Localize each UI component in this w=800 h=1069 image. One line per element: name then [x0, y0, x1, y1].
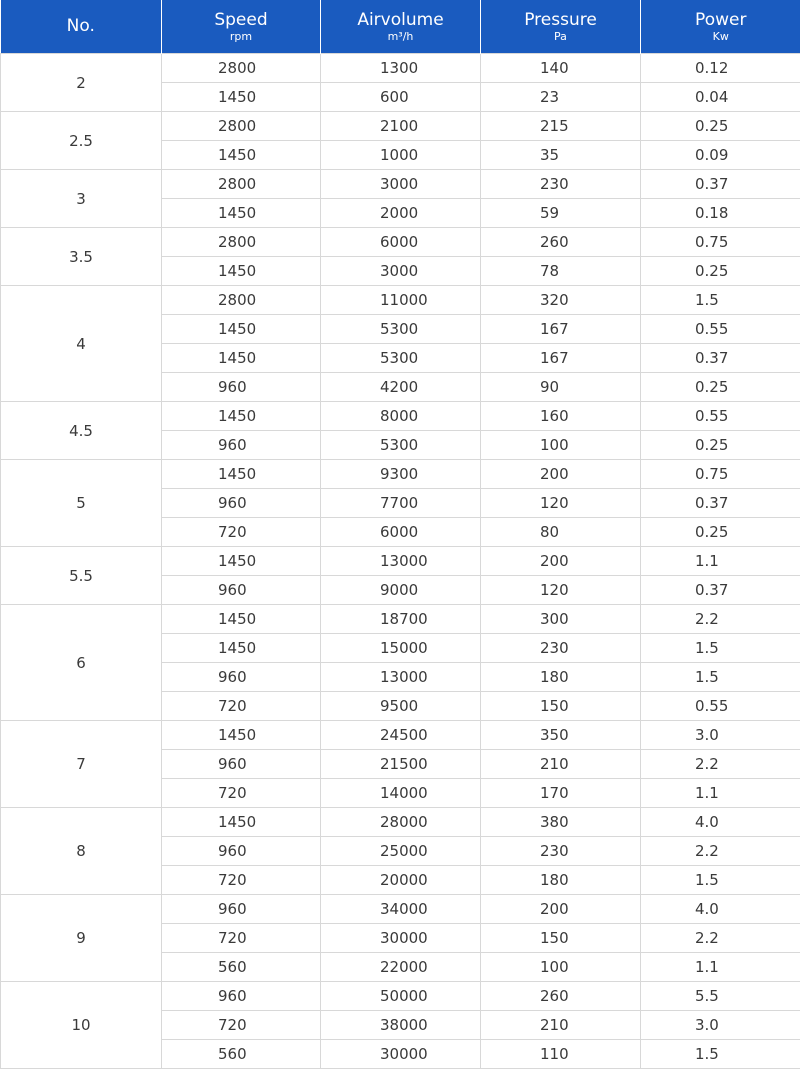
power-cell: 0.55 — [641, 692, 800, 721]
pressure-cell: 167 — [481, 315, 641, 344]
pressure-cell: 120 — [481, 489, 641, 518]
speed-cell: 2800 — [162, 170, 321, 199]
speed-cell: 1450 — [162, 460, 321, 489]
pressure-cell: 180 — [481, 866, 641, 895]
table-row — [1, 460, 800, 489]
airvolume-cell: 9500 — [321, 692, 481, 721]
speed-cell: 1450 — [162, 402, 321, 431]
table-row — [1, 170, 800, 199]
pressure-cell: 80 — [481, 518, 641, 547]
header-speed — [162, 0, 321, 54]
power-cell: 2.2 — [641, 837, 800, 866]
speed-cell: 1450 — [162, 344, 321, 373]
table-row — [1, 402, 800, 431]
power-cell: 0.25 — [641, 431, 800, 460]
pressure-cell: 160 — [481, 402, 641, 431]
airvolume-cell: 8000 — [321, 402, 481, 431]
header-pressure-label: Pressure — [524, 9, 597, 30]
power-cell: 2.2 — [641, 924, 800, 953]
airvolume-cell: 18700 — [321, 605, 481, 634]
model-number-cell: 7 — [1, 721, 162, 808]
speed-cell: 960 — [162, 837, 321, 866]
airvolume-cell: 6000 — [321, 228, 481, 257]
power-cell: 0.04 — [641, 83, 800, 112]
pressure-cell: 230 — [481, 170, 641, 199]
pressure-cell: 150 — [481, 692, 641, 721]
airvolume-cell: 25000 — [321, 837, 481, 866]
table-row — [1, 228, 800, 257]
header-airvolume-label: Airvolume — [357, 9, 444, 30]
speed-cell: 1450 — [162, 547, 321, 576]
table-row — [1, 54, 800, 83]
model-number-cell: 9 — [1, 895, 162, 982]
model-number-cell: 2 — [1, 54, 162, 112]
airvolume-cell: 2100 — [321, 112, 481, 141]
power-cell: 1.1 — [641, 953, 800, 982]
speed-cell: 1450 — [162, 257, 321, 286]
model-number-cell: 5.5 — [1, 547, 162, 605]
table-row — [1, 895, 800, 924]
model-number-cell: 10 — [1, 982, 162, 1069]
pressure-cell: 210 — [481, 750, 641, 779]
speed-cell: 720 — [162, 518, 321, 547]
power-cell: 2.2 — [641, 605, 800, 634]
pressure-cell: 59 — [481, 199, 641, 228]
airvolume-cell: 21500 — [321, 750, 481, 779]
pressure-cell: 210 — [481, 1011, 641, 1040]
speed-cell: 560 — [162, 953, 321, 982]
power-cell: 0.25 — [641, 112, 800, 141]
table-row — [1, 982, 800, 1011]
header-no-label: No. — [66, 16, 95, 36]
model-number-cell: 2.5 — [1, 112, 162, 170]
pressure-cell: 260 — [481, 982, 641, 1011]
header-power — [641, 0, 800, 54]
speed-cell: 1450 — [162, 634, 321, 663]
power-cell: 0.37 — [641, 576, 800, 605]
power-cell: 0.18 — [641, 199, 800, 228]
speed-cell: 1450 — [162, 605, 321, 634]
power-cell: 1.5 — [641, 663, 800, 692]
airvolume-cell: 9300 — [321, 460, 481, 489]
pressure-cell: 180 — [481, 663, 641, 692]
model-number-cell: 4.5 — [1, 402, 162, 460]
airvolume-cell: 9000 — [321, 576, 481, 605]
airvolume-cell: 1300 — [321, 54, 481, 83]
pressure-cell: 150 — [481, 924, 641, 953]
pressure-cell: 78 — [481, 257, 641, 286]
airvolume-cell: 28000 — [321, 808, 481, 837]
speed-cell: 2800 — [162, 286, 321, 315]
speed-cell: 720 — [162, 866, 321, 895]
model-number-cell: 8 — [1, 808, 162, 895]
power-cell: 0.37 — [641, 489, 800, 518]
header-speed-label: Speed — [214, 9, 268, 30]
pressure-cell: 260 — [481, 228, 641, 257]
model-number-cell: 3 — [1, 170, 162, 228]
model-number-cell: 5 — [1, 460, 162, 547]
airvolume-cell: 13000 — [321, 547, 481, 576]
table-row — [1, 286, 800, 315]
pressure-cell: 215 — [481, 112, 641, 141]
speed-cell: 2800 — [162, 54, 321, 83]
airvolume-cell: 15000 — [321, 634, 481, 663]
pressure-cell: 300 — [481, 605, 641, 634]
airvolume-cell: 3000 — [321, 257, 481, 286]
pressure-cell: 23 — [481, 83, 641, 112]
power-cell: 1.5 — [641, 866, 800, 895]
power-cell: 3.0 — [641, 1011, 800, 1040]
power-cell: 1.5 — [641, 286, 800, 315]
airvolume-cell: 2000 — [321, 199, 481, 228]
airvolume-cell: 5300 — [321, 315, 481, 344]
airvolume-cell: 11000 — [321, 286, 481, 315]
pressure-cell: 140 — [481, 54, 641, 83]
header-airvolume — [321, 0, 481, 54]
airvolume-cell: 600 — [321, 83, 481, 112]
header-airvolume-unit: m³/h — [387, 29, 414, 43]
speed-cell: 2800 — [162, 112, 321, 141]
power-cell: 0.75 — [641, 228, 800, 257]
pressure-cell: 200 — [481, 895, 641, 924]
speed-cell: 960 — [162, 750, 321, 779]
speed-cell: 1450 — [162, 141, 321, 170]
table-row — [1, 547, 800, 576]
power-cell: 4.0 — [641, 895, 800, 924]
speed-cell: 960 — [162, 895, 321, 924]
airvolume-cell: 14000 — [321, 779, 481, 808]
pressure-cell: 350 — [481, 721, 641, 750]
pressure-cell: 380 — [481, 808, 641, 837]
speed-cell: 960 — [162, 431, 321, 460]
pressure-cell: 167 — [481, 344, 641, 373]
airvolume-cell: 4200 — [321, 373, 481, 402]
power-cell: 0.25 — [641, 257, 800, 286]
airvolume-cell: 20000 — [321, 866, 481, 895]
pressure-cell: 170 — [481, 779, 641, 808]
pressure-cell: 35 — [481, 141, 641, 170]
pressure-cell: 200 — [481, 460, 641, 489]
power-cell: 3.0 — [641, 721, 800, 750]
airvolume-cell: 30000 — [321, 924, 481, 953]
speed-cell: 960 — [162, 576, 321, 605]
table-body — [1, 54, 800, 1069]
model-number-cell: 3.5 — [1, 228, 162, 286]
pressure-cell: 120 — [481, 576, 641, 605]
airvolume-cell: 30000 — [321, 1040, 481, 1069]
speed-cell: 960 — [162, 982, 321, 1011]
header-power-unit: Kw — [712, 29, 729, 43]
pressure-cell: 110 — [481, 1040, 641, 1069]
power-cell: 0.12 — [641, 54, 800, 83]
airvolume-cell: 1000 — [321, 141, 481, 170]
airvolume-cell: 22000 — [321, 953, 481, 982]
speed-cell: 560 — [162, 1040, 321, 1069]
power-cell: 0.37 — [641, 170, 800, 199]
pressure-cell: 230 — [481, 837, 641, 866]
pressure-cell: 100 — [481, 431, 641, 460]
table-row — [1, 605, 800, 634]
header-row — [1, 0, 800, 54]
airvolume-cell: 50000 — [321, 982, 481, 1011]
airvolume-cell: 7700 — [321, 489, 481, 518]
table-row — [1, 808, 800, 837]
speed-cell: 960 — [162, 373, 321, 402]
power-cell: 1.1 — [641, 547, 800, 576]
header-pressure-unit: Pa — [554, 29, 567, 43]
pressure-cell: 100 — [481, 953, 641, 982]
speed-cell: 1450 — [162, 808, 321, 837]
power-cell: 0.09 — [641, 141, 800, 170]
airvolume-cell: 3000 — [321, 170, 481, 199]
model-number-cell: 6 — [1, 605, 162, 721]
speed-cell: 720 — [162, 924, 321, 953]
speed-cell: 960 — [162, 489, 321, 518]
airvolume-cell: 5300 — [321, 431, 481, 460]
table-row — [1, 721, 800, 750]
airvolume-cell: 13000 — [321, 663, 481, 692]
power-cell: 1.5 — [641, 1040, 800, 1069]
pressure-cell: 90 — [481, 373, 641, 402]
pressure-cell: 320 — [481, 286, 641, 315]
power-cell: 0.25 — [641, 518, 800, 547]
power-cell: 0.25 — [641, 373, 800, 402]
header-speed-unit: rpm — [229, 29, 253, 43]
speed-cell: 720 — [162, 1011, 321, 1040]
model-number-cell: 4 — [1, 286, 162, 402]
power-cell: 0.55 — [641, 315, 800, 344]
speed-cell: 1450 — [162, 721, 321, 750]
table-row — [1, 112, 800, 141]
power-cell: 0.55 — [641, 402, 800, 431]
speed-cell: 960 — [162, 663, 321, 692]
header-pressure — [481, 0, 641, 54]
table-header — [1, 0, 800, 54]
header-no — [1, 0, 162, 54]
speed-cell: 1450 — [162, 315, 321, 344]
power-cell: 0.37 — [641, 344, 800, 373]
pressure-cell: 230 — [481, 634, 641, 663]
speed-cell: 720 — [162, 779, 321, 808]
airvolume-cell: 24500 — [321, 721, 481, 750]
power-cell: 1.1 — [641, 779, 800, 808]
header-power-label: Power — [695, 9, 747, 30]
speed-cell: 1450 — [162, 83, 321, 112]
airvolume-cell: 5300 — [321, 344, 481, 373]
airvolume-cell: 34000 — [321, 895, 481, 924]
power-cell: 4.0 — [641, 808, 800, 837]
speed-cell: 2800 — [162, 228, 321, 257]
power-cell: 0.75 — [641, 460, 800, 489]
power-cell: 2.2 — [641, 750, 800, 779]
airvolume-cell: 38000 — [321, 1011, 481, 1040]
speed-cell: 1450 — [162, 199, 321, 228]
speed-cell: 720 — [162, 692, 321, 721]
power-cell: 5.5 — [641, 982, 800, 1011]
airvolume-cell: 6000 — [321, 518, 481, 547]
power-cell: 1.5 — [641, 634, 800, 663]
pressure-cell: 200 — [481, 547, 641, 576]
